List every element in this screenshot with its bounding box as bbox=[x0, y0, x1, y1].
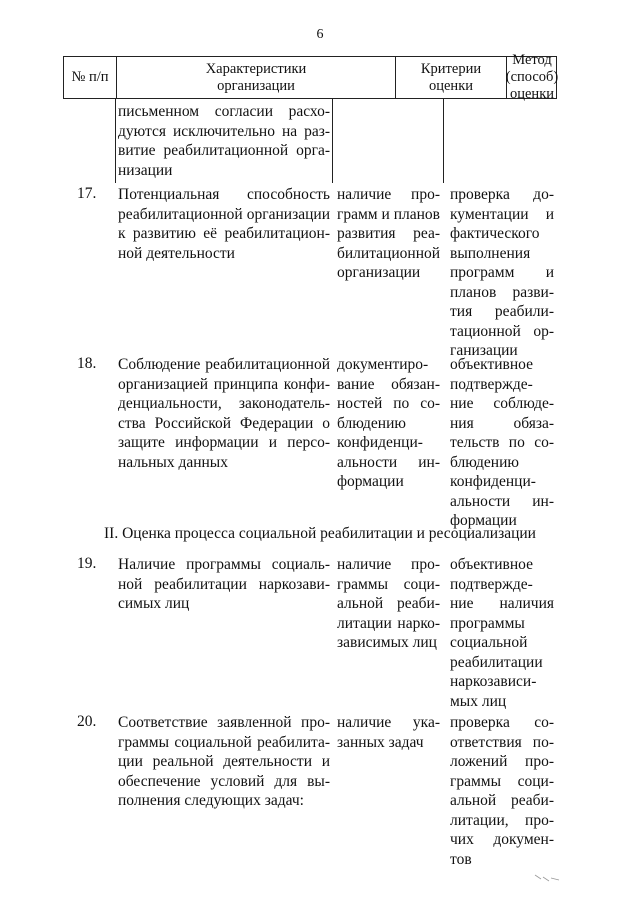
continuation-line: витие реабилитационной орга- bbox=[118, 142, 330, 159]
row-number: 19. bbox=[77, 555, 97, 572]
characteristic-line: денциальности, законодатель- bbox=[118, 395, 330, 412]
criteria-line: конфиденци- bbox=[337, 434, 423, 451]
method-line: тов bbox=[450, 850, 472, 868]
method-line: тационной ор- bbox=[450, 322, 554, 340]
characteristic-line: реабилитационной организации bbox=[118, 205, 330, 223]
criteria-line: блюдению bbox=[337, 414, 406, 432]
method-line: подтвержде- bbox=[450, 375, 533, 393]
method-line: граммы соци- bbox=[450, 772, 554, 790]
method-line: литации, про- bbox=[450, 811, 554, 829]
column-divider bbox=[115, 99, 116, 183]
method-line: ответствия по- bbox=[450, 733, 554, 751]
criteria-line: занных задач bbox=[337, 733, 424, 751]
criteria-line: ностей по со- bbox=[337, 395, 440, 412]
continuation-line: письменном согласии расхо- bbox=[118, 103, 330, 120]
criteria-line: зависимых лиц bbox=[337, 634, 437, 651]
characteristic-line: защите информации и персо- bbox=[118, 434, 330, 451]
criteria-line: альности ин- bbox=[337, 453, 440, 471]
criteria-line: наличие про- bbox=[337, 186, 440, 203]
characteristic-line: обеспечение условий для вы- bbox=[118, 772, 330, 790]
method-line: проверка со- bbox=[450, 714, 554, 731]
criteria-line: альной реаби- bbox=[337, 595, 440, 612]
method-line: подтвержде- bbox=[450, 575, 533, 593]
method-line: альности ин- bbox=[450, 492, 554, 510]
column-divider bbox=[332, 99, 333, 183]
row-number: 20. bbox=[77, 713, 97, 730]
method-line: планов разви- bbox=[450, 283, 554, 301]
criteria-line: билитационной bbox=[337, 244, 441, 262]
characteristic-line: Потенциальная способность bbox=[118, 186, 330, 203]
method-line: кументации и bbox=[450, 205, 554, 223]
criteria-line: наличие ука- bbox=[337, 714, 440, 731]
characteristic-line: симых лиц bbox=[118, 595, 190, 612]
criteria-line: организации bbox=[337, 264, 421, 281]
characteristic-line: организацией принципа конфи- bbox=[118, 375, 330, 393]
characteristic-line: ной деятельности bbox=[118, 244, 235, 262]
method-line: ния обяза- bbox=[450, 414, 554, 432]
header-criteria: Критерии оценки bbox=[395, 57, 506, 98]
criteria-line: наличие про- bbox=[337, 556, 440, 573]
method-line: фактического bbox=[450, 225, 540, 242]
continuation-line: низации bbox=[118, 161, 173, 179]
criteria-line: развития реа- bbox=[337, 225, 440, 242]
characteristic-line: к развитию её реабилитацион- bbox=[118, 225, 330, 242]
method-line: объективное bbox=[450, 356, 533, 373]
characteristic-line: полнения следующих задач: bbox=[118, 792, 304, 809]
method-line: ние соблюде- bbox=[450, 395, 554, 412]
characteristic-line: ной реабилитации наркозави- bbox=[118, 575, 330, 593]
characteristic-line: Соответствие заявленной про- bbox=[118, 714, 330, 731]
characteristic-line: нальных данных bbox=[118, 453, 228, 471]
method-line: конфиденци- bbox=[450, 473, 536, 490]
table-header bbox=[63, 52, 559, 102]
criteria-line: документиро- bbox=[337, 356, 429, 373]
method-line: чих докумен- bbox=[450, 831, 554, 848]
method-line: реабилитации bbox=[450, 653, 543, 671]
characteristic-line: граммы социальной реабилита- bbox=[118, 733, 330, 751]
criteria-line: литации нарко- bbox=[337, 614, 440, 632]
header-characteristics: Характеристики организации bbox=[116, 57, 395, 98]
method-line: социальной bbox=[450, 634, 528, 651]
method-line: выполнения bbox=[450, 244, 531, 262]
characteristic-line: Соблюдение реабилитационной bbox=[118, 356, 330, 373]
method-line: блюдению bbox=[450, 453, 519, 471]
scan-mark bbox=[533, 873, 561, 883]
section-title: II. Оценка процесса социальной реабилитации и ресоциализации bbox=[104, 525, 536, 542]
method-line: программ и bbox=[450, 264, 554, 281]
method-line: ложений про- bbox=[450, 753, 554, 770]
criteria-line: формации bbox=[337, 473, 404, 490]
page-number: 6 bbox=[316, 27, 324, 42]
criteria-line: грамм и планов bbox=[337, 205, 440, 223]
row-number: 17. bbox=[77, 185, 97, 202]
characteristic-line: ства Российской Федерации о bbox=[118, 414, 330, 432]
column-divider bbox=[443, 99, 444, 183]
characteristic-line: ции реальной деятельности и bbox=[118, 753, 330, 770]
method-line: тельств по со- bbox=[450, 434, 554, 451]
criteria-line: граммы соци- bbox=[337, 575, 440, 593]
continuation-line: дуются исключительно на раз- bbox=[118, 122, 330, 140]
criteria-line: вание обязан- bbox=[337, 375, 440, 393]
method-line: мых лиц bbox=[450, 692, 507, 710]
header-number: № п/п bbox=[71, 69, 109, 85]
method-line: альной реаби- bbox=[450, 792, 554, 809]
method-line: программы bbox=[450, 614, 525, 632]
method-line: проверка до- bbox=[450, 186, 554, 203]
method-line: тия реабили- bbox=[450, 303, 554, 320]
method-line: наркозависи- bbox=[450, 673, 537, 690]
row-number: 18. bbox=[77, 355, 97, 372]
characteristic-line: Наличие программы социаль- bbox=[118, 556, 330, 573]
method-line: ние наличия bbox=[450, 595, 554, 612]
method-line: формации bbox=[450, 512, 517, 529]
method-line: объективное bbox=[450, 556, 533, 573]
method-line: ганизации bbox=[450, 342, 518, 359]
header-method: Метод (способ) оценки bbox=[505, 52, 559, 102]
